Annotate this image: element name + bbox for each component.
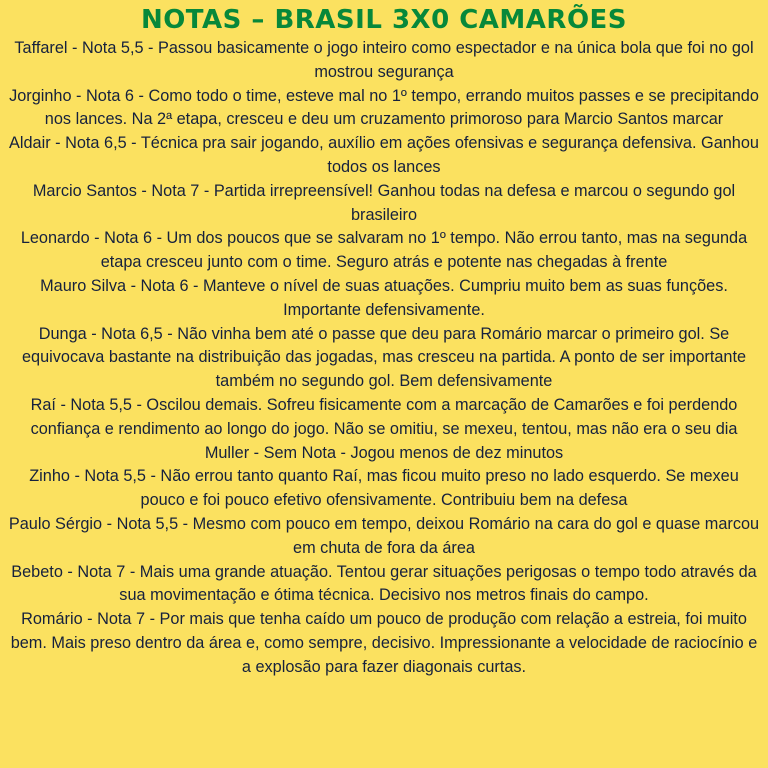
player-rating-aldair: Aldair - Nota 6,5 - Técnica pra sair jogando, auxílio em ações ofensivas e segurança defensiva. Ganhou todos os lances xyxy=(9,134,759,176)
player-rating-marcio-santos: Marcio Santos - Nota 7 - Partida irrepreensível! Ganhou todas na defesa e marcou o segundo gol brasileiro xyxy=(32,181,736,224)
player-rating-muller: Muller - Sem Nota - Jogou menos de dez minutos xyxy=(204,443,564,462)
player-rating-zinho: Zinho - Nota 5,5 - Não errou tanto quanto Raí, mas ficou muito preso no lado esquerdo. Se mexeu pouco e foi pouco efetivo ofensivamente. Contribuiu bem na defesa xyxy=(29,467,739,510)
player-rating-jorginho: Jorginho - Nota 6 - Como todo o time, esteve mal no 1º tempo, errando muitos passes e se precipitando nos lances. Na 2ª etapa, cresceu e deu um cruzamento primoroso para Marcio Santos marcar xyxy=(9,86,759,129)
player-rating-leonardo: Leonardo - Nota 6 - Um dos poucos que se salvaram no 1º tempo. Não errou tanto, mas na segunda etapa cresceu junto com o time. Seguro atrás e potente nas chegadas à frente xyxy=(20,229,748,272)
player-rating-romario: Romário - Nota 7 - Por mais que tenha caído um pouco de produção com relação a estreia, foi muito bem. Mais preso dentro da área e, como sempre, decisivo. Impressionante a velocidade de raciocínio e a explosão para fazer diagonais curtas. xyxy=(10,610,758,676)
player-rating-paulo-sergio: Paulo Sérgio - Nota 5,5 - Mesmo com pouco em tempo, deixou Romário na cara do gol e quase marcou em chuta de fora da área xyxy=(8,514,760,557)
player-rating-taffarel: Taffarel - Nota 5,5 - Passou basicamente o jogo inteiro como espectador e na única bola que foi no gol mostrou segurança xyxy=(14,39,754,81)
player-rating-dunga: Dunga - Nota 6,5 - Não vinha bem até o passe que deu para Romário marcar o primeiro gol. Se equivocava bastante na distribuição das jogadas, mas cresceu na partida. A ponto de ser importante também no segundo gol. Bem defensivamente xyxy=(21,324,747,391)
page-title: NOTAS – BRASIL 3X0 CAMARÕES xyxy=(140,5,628,35)
player-rating-rai: Raí - Nota 5,5 - Oscilou demais. Sofreu fisicamente com a marcação de Camarões e foi perdendo confiança e rendimento ao longo do jogo. Não se omitiu, se mexeu, tentou, mas não era o seu dia xyxy=(30,395,738,438)
player-ratings-list xyxy=(6,37,762,680)
player-rating-mauro-silva: Mauro Silva - Nota 6 - Manteve o nível de suas atuações. Cumpriu muito bem as suas funções. Importante defensivamente. xyxy=(40,276,728,319)
player-rating-bebeto: Bebeto - Nota 7 - Mais uma grande atuação. Tentou gerar situações perigosas o tempo todo através da sua movimentação e ótima técnica. Decisivo nos metros finais do campo. xyxy=(11,562,757,605)
